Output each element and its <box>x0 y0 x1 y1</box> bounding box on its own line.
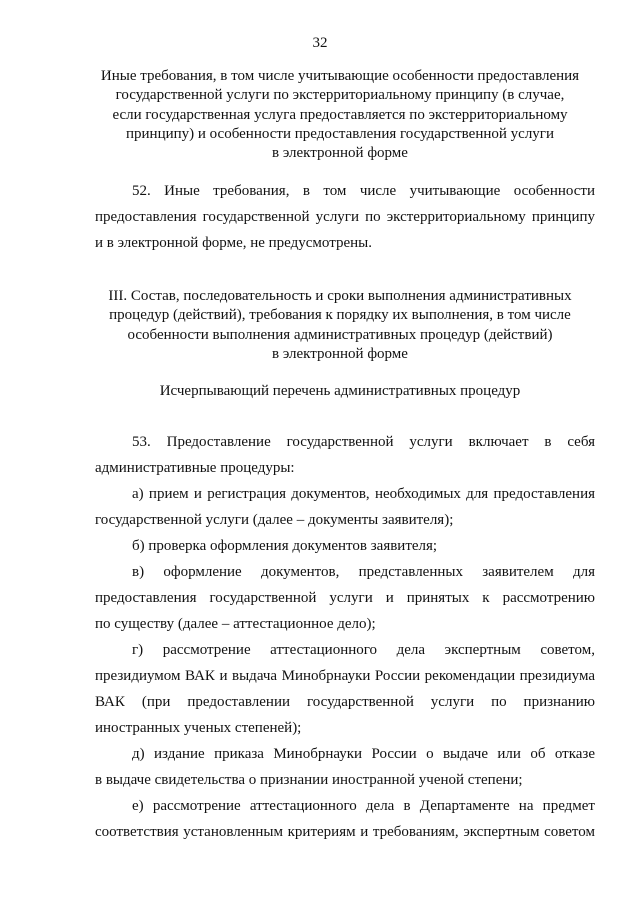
paragraph-52-line: предоставления государственной услуги по экстерриториальному принципу <box>95 209 595 225</box>
heading-line: особенности выполнения административных процедур (действий) <box>127 326 553 343</box>
list-item-e-line: соответствия установленным критериям и требованиям, экспертным советом <box>95 824 595 840</box>
list-item-a-line: государственной услуги (далее – документы заявителя); <box>95 512 454 528</box>
list-item-v-line: предоставления государственной услуги и принятых к рассмотрению <box>95 590 595 606</box>
heading-line: принципу) и особенности предоставления государственной услуги <box>126 125 554 142</box>
list-item-g-line: иностранных ученых степеней); <box>95 720 302 736</box>
heading-line: процедур (действий), требования к порядку их выполнения, в том числе <box>109 307 571 324</box>
section-heading-iii <box>80 287 600 364</box>
paragraph-53-line: административные процедуры: <box>95 460 295 476</box>
heading-line: Исчерпывающий перечень административных процедур <box>159 383 521 399</box>
section-heading-other-requirements <box>80 67 600 163</box>
list-item-v-line: в) оформление документов, представленных заявителем для <box>132 564 595 580</box>
page-number: 32 <box>312 35 328 51</box>
list-item-b-line: б) проверка оформления документов заявителя; <box>132 538 438 554</box>
paragraph-53-line: 53. Предоставление государственной услуги включает в себя <box>132 434 595 450</box>
heading-line: III. Состав, последовательность и сроки выполнения административных <box>108 288 572 304</box>
list-item-e-line: е) рассмотрение аттестационного дела в Департаменте на предмет <box>132 798 595 814</box>
list-item-d-line: д) издание приказа Минобрнауки России о выдаче или об отказе <box>132 746 595 762</box>
heading-line: государственной услуги по экстерриториальному принципу (в случае, <box>115 87 565 104</box>
heading-line: в электронной форме <box>272 145 408 162</box>
list-item-d-line: в выдаче свидетельства о признании иностранной ученой степени; <box>95 772 523 788</box>
heading-line: Иные требования, в том числе учитывающие особенности предоставления <box>100 68 580 84</box>
list-item-v-line: по существу (далее – аттестационное дело); <box>95 616 376 632</box>
list-item-g-line: ВАК (при предоставлении государственной услуги по признанию <box>95 694 595 710</box>
list-item-a-line: а) прием и регистрация документов, необходимых для предоставления <box>132 486 595 502</box>
list-item-g-line: президиумом ВАК и выдача Минобрнауки России рекомендации президиума <box>95 668 595 684</box>
list-item-g-line: г) рассмотрение аттестационного дела экспертным советом, <box>132 642 595 658</box>
heading-line: в электронной форме <box>272 345 408 362</box>
subsection-heading-procedures <box>80 382 600 401</box>
paragraph-52-line: 52. Иные требования, в том числе учитывающие особенности <box>132 183 595 199</box>
paragraph-52-line: и в электронной форме, не предусмотрены. <box>95 235 372 251</box>
heading-line: если государственная услуга предоставляется по экстерриториальному <box>112 106 568 123</box>
